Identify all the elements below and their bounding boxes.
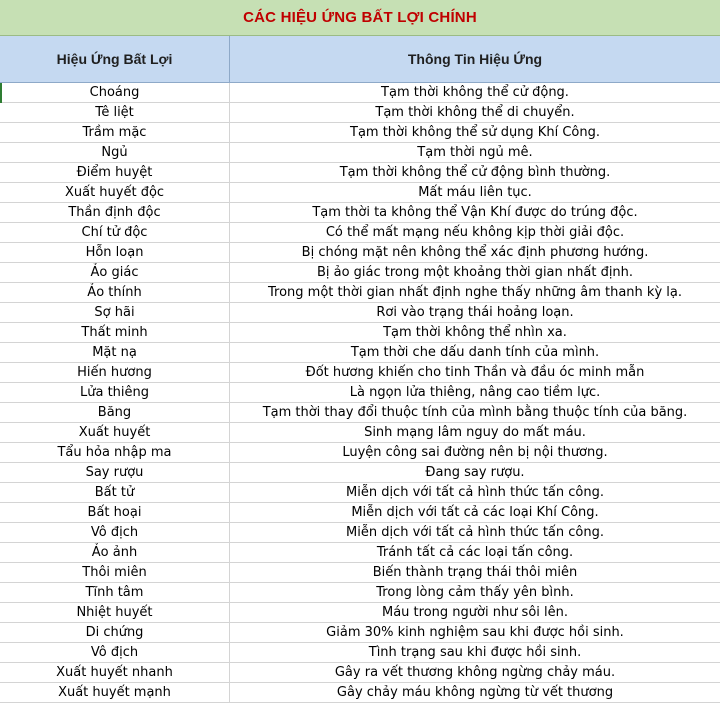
info-cell[interactable]: Giảm 30% kinh nghiệm sau khi được hồi sinh. bbox=[326, 625, 624, 640]
info-cell[interactable]: Trong lòng cảm thấy yên bình. bbox=[376, 585, 574, 600]
info-cell[interactable]: Có thể mất mạng nếu không kịp thời giải độc. bbox=[325, 225, 625, 240]
info-cell[interactable]: Mất máu liên tục. bbox=[418, 185, 532, 200]
info-cell[interactable]: Miễn dịch với tất cả hình thức tấn công. bbox=[346, 485, 604, 500]
table-body bbox=[0, 83, 720, 703]
effect-cell[interactable]: Bất hoại bbox=[0, 503, 230, 522]
table-row bbox=[0, 303, 720, 323]
table-row bbox=[0, 603, 720, 623]
table-row bbox=[0, 683, 720, 703]
info-cell[interactable]: Rơi vào trạng thái hoảng loạn. bbox=[376, 305, 574, 320]
effect-cell[interactable]: Choáng bbox=[0, 83, 230, 102]
table-row bbox=[0, 483, 720, 503]
info-cell[interactable]: Tạm thời che dấu danh tính của mình. bbox=[350, 345, 600, 360]
effect-cell[interactable]: Ảo ảnh bbox=[0, 543, 230, 562]
table-row bbox=[0, 243, 720, 263]
header-effect[interactable]: Hiệu Ứng Bất Lợi bbox=[0, 36, 230, 82]
info-cell[interactable]: Tạm thời không thể cử động bình thường. bbox=[339, 165, 611, 180]
table-row bbox=[0, 523, 720, 543]
effect-cell[interactable]: Ảo thính bbox=[0, 283, 230, 302]
effect-cell[interactable]: Hỗn loạn bbox=[0, 243, 230, 262]
table-row bbox=[0, 283, 720, 303]
info-cell[interactable]: Luyện công sai đường nên bị nội thương. bbox=[342, 445, 608, 460]
table-title: CÁC HIỆU ỨNG BẤT LỢI CHÍNH bbox=[243, 9, 477, 26]
table-row bbox=[0, 583, 720, 603]
table-row bbox=[0, 183, 720, 203]
effect-cell[interactable]: Điểm huyệt bbox=[0, 163, 230, 182]
table-row bbox=[0, 163, 720, 183]
title-cell[interactable] bbox=[0, 0, 720, 36]
info-cell[interactable]: Tạm thời ta không thể Vận Khí được do trúng độc. bbox=[312, 205, 638, 220]
table-row bbox=[0, 83, 720, 103]
info-cell[interactable]: Tình trạng sau khi được hồi sinh. bbox=[368, 645, 582, 660]
effect-cell[interactable]: Mặt nạ bbox=[0, 343, 230, 362]
effect-cell[interactable]: Trầm mặc bbox=[0, 123, 230, 142]
info-cell[interactable]: Đang say rượu. bbox=[425, 465, 525, 480]
info-cell[interactable]: Tạm thời thay đổi thuộc tính của mình bằng thuộc tính của băng. bbox=[262, 405, 688, 420]
header-info[interactable]: Thông Tin Hiệu Ứng bbox=[407, 51, 543, 67]
table-row bbox=[0, 223, 720, 243]
info-cell[interactable]: Gây ra vết thương không ngừng chảy máu. bbox=[334, 665, 616, 680]
info-cell[interactable]: Tránh tất cả các loại tấn công. bbox=[376, 545, 574, 560]
info-cell[interactable]: Trong một thời gian nhất định nghe thấy những âm thanh kỳ lạ. bbox=[268, 285, 682, 300]
table-row bbox=[0, 663, 720, 683]
table-row bbox=[0, 543, 720, 563]
info-cell[interactable]: Tạm thời không thể sử dụng Khí Công. bbox=[350, 125, 600, 140]
effect-cell[interactable]: Tẩu hỏa nhập ma bbox=[0, 443, 230, 462]
effect-cell[interactable]: Thất minh bbox=[0, 323, 230, 342]
effect-cell[interactable]: Tĩnh tâm bbox=[0, 583, 230, 602]
info-cell[interactable]: Biến thành trạng thái thôi miên bbox=[372, 565, 578, 580]
effect-cell[interactable]: Thần định độc bbox=[0, 203, 230, 222]
effect-cell[interactable]: Băng bbox=[0, 403, 230, 422]
table-row bbox=[0, 443, 720, 463]
table-row bbox=[0, 643, 720, 663]
effect-cell[interactable]: Vô địch bbox=[0, 523, 230, 542]
info-cell[interactable]: Tạm thời không thể nhìn xa. bbox=[383, 325, 567, 340]
info-cell[interactable]: Tạm thời ngủ mê. bbox=[417, 145, 533, 160]
info-cell[interactable]: Miễn dịch với tất cả các loại Khí Công. bbox=[351, 505, 599, 520]
table-row bbox=[0, 503, 720, 523]
info-cell[interactable]: Bị ảo giác trong một khoảng thời gian nhất định. bbox=[316, 265, 634, 280]
effect-cell[interactable]: Xuất huyết mạnh bbox=[0, 683, 230, 702]
info-cell[interactable]: Miễn dịch với tất cả hình thức tấn công. bbox=[346, 525, 604, 540]
info-cell[interactable]: Gây chảy máu không ngừng từ vết thương bbox=[336, 685, 614, 700]
effect-cell[interactable]: Bất tử bbox=[0, 483, 230, 502]
effect-cell[interactable]: Xuất huyết bbox=[0, 423, 230, 442]
table-row bbox=[0, 463, 720, 483]
info-cell[interactable]: Đốt hương khiến cho tinh Thần và đầu óc minh mẫn bbox=[305, 365, 645, 380]
header-row bbox=[0, 36, 720, 83]
info-cell[interactable]: Bị chóng mặt nên không thể xác định phương hướng. bbox=[301, 245, 649, 260]
effect-cell[interactable]: Say rượu bbox=[0, 463, 230, 482]
effect-cell[interactable]: Sợ hãi bbox=[0, 303, 230, 322]
table-row bbox=[0, 323, 720, 343]
table-row bbox=[0, 203, 720, 223]
effect-cell[interactable]: Ảo giác bbox=[0, 263, 230, 282]
table-row bbox=[0, 363, 720, 383]
effect-cell[interactable]: Xuất huyết độc bbox=[0, 183, 230, 202]
effect-cell[interactable]: Xuất huyết nhanh bbox=[0, 663, 230, 682]
effect-cell[interactable]: Nhiệt huyết bbox=[0, 603, 230, 622]
table-row bbox=[0, 263, 720, 283]
table-row bbox=[0, 383, 720, 403]
table-row bbox=[0, 103, 720, 123]
table-row bbox=[0, 343, 720, 363]
info-cell[interactable]: Sinh mạng lâm nguy do mất máu. bbox=[364, 425, 586, 440]
effect-cell[interactable]: Vô địch bbox=[0, 643, 230, 662]
table-row bbox=[0, 123, 720, 143]
effect-cell[interactable]: Tê liệt bbox=[0, 103, 230, 122]
table-row bbox=[0, 423, 720, 443]
table-row bbox=[0, 623, 720, 643]
info-cell[interactable]: Tạm thời không thể di chuyển. bbox=[375, 105, 575, 120]
info-cell[interactable]: Tạm thời không thể cử động. bbox=[381, 85, 569, 100]
effect-cell[interactable]: Hiến hương bbox=[0, 363, 230, 382]
effect-cell[interactable]: Chí tử độc bbox=[0, 223, 230, 242]
effect-cell[interactable]: Di chứng bbox=[0, 623, 230, 642]
effect-cell[interactable]: Lửa thiêng bbox=[0, 383, 230, 402]
effect-cell[interactable]: Thôi miên bbox=[0, 563, 230, 582]
table-row bbox=[0, 143, 720, 163]
active-cell-marker bbox=[0, 83, 2, 103]
info-cell[interactable]: Máu trong người như sôi lên. bbox=[381, 605, 569, 620]
table-row bbox=[0, 563, 720, 583]
info-cell[interactable]: Là ngọn lửa thiêng, nâng cao tiềm lực. bbox=[349, 385, 601, 400]
effect-cell[interactable]: Ngủ bbox=[0, 143, 230, 162]
table-row bbox=[0, 403, 720, 423]
